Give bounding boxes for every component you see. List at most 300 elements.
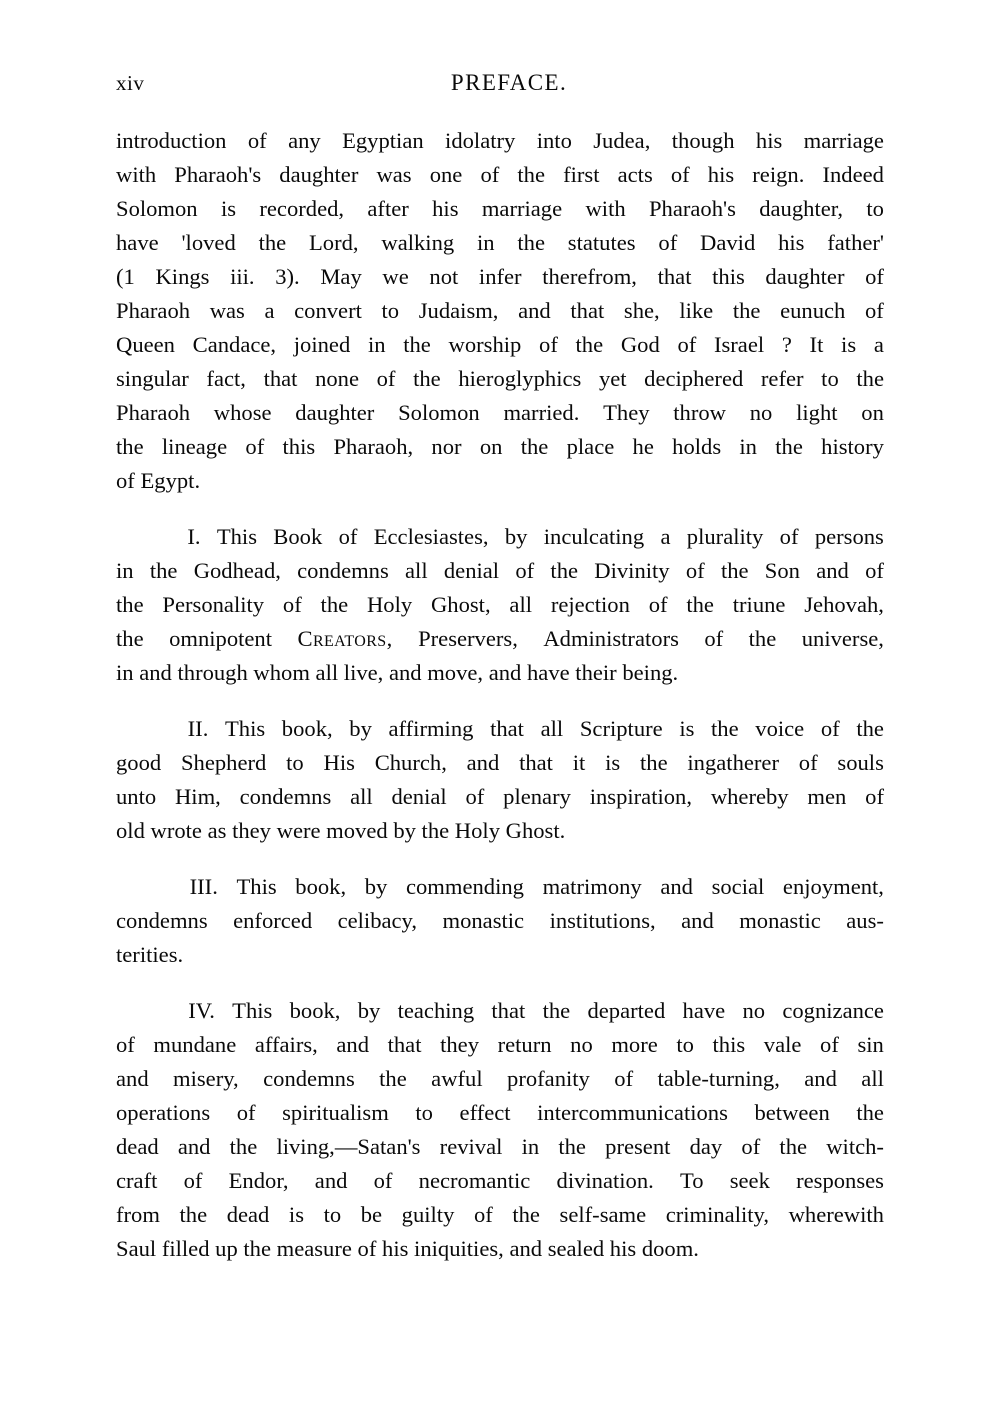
text-line xyxy=(116,362,884,396)
word: May xyxy=(320,264,362,289)
word: from xyxy=(116,1202,160,1227)
word: all xyxy=(540,716,564,741)
paragraph xyxy=(116,520,884,690)
word: divination. xyxy=(556,1168,654,1193)
word: of xyxy=(820,1032,839,1057)
small-caps-word: Creators, xyxy=(297,626,393,651)
word: condemns xyxy=(239,784,332,809)
word: David xyxy=(700,230,756,255)
word: after xyxy=(367,196,409,221)
word: the xyxy=(856,716,884,741)
word: this xyxy=(282,434,316,459)
word: table-turning, xyxy=(657,1066,780,1091)
word: first xyxy=(563,162,600,187)
word: light xyxy=(796,400,838,425)
word: marriage xyxy=(803,128,884,153)
word: wherewith xyxy=(788,1202,884,1227)
word: that xyxy=(387,1032,422,1057)
word: I. xyxy=(187,524,201,549)
word: to xyxy=(676,1032,694,1057)
word: introduction xyxy=(116,128,227,153)
text-line xyxy=(116,588,884,622)
word: the xyxy=(258,230,287,255)
word: of xyxy=(820,716,840,741)
word: Personality xyxy=(162,592,265,617)
word: we xyxy=(382,264,409,289)
word: God xyxy=(620,332,660,357)
word: departed xyxy=(587,998,666,1023)
word: in xyxy=(367,332,386,357)
word: Solomon xyxy=(116,196,198,221)
word: they xyxy=(440,1032,479,1057)
word: of xyxy=(515,558,535,583)
word: his xyxy=(755,128,783,153)
word: of xyxy=(245,434,265,459)
word: and xyxy=(804,1066,837,1091)
word: Kings xyxy=(155,264,210,289)
word: reign. xyxy=(752,162,805,187)
word: was xyxy=(376,162,412,187)
word: souls xyxy=(837,750,884,775)
word: Pharaoh xyxy=(116,400,191,425)
word: and xyxy=(336,1032,370,1057)
word: misery, xyxy=(173,1066,239,1091)
word: the xyxy=(779,1134,808,1159)
word: no xyxy=(749,400,773,425)
word: the xyxy=(116,434,144,459)
word: the xyxy=(686,592,714,617)
word: his xyxy=(432,196,459,221)
word: dead xyxy=(116,1134,159,1159)
word: matrimony xyxy=(542,874,642,899)
word: all xyxy=(861,1066,884,1091)
word: mundane xyxy=(153,1032,237,1057)
word: II. xyxy=(187,716,209,741)
word: They xyxy=(603,400,650,425)
word: and xyxy=(177,1134,211,1159)
word: of xyxy=(376,366,396,391)
word: guilty xyxy=(401,1202,455,1227)
page-folio-number: xiv xyxy=(116,71,145,95)
word: this xyxy=(712,264,745,289)
word: of xyxy=(373,1168,393,1193)
word: plenary xyxy=(503,784,571,809)
text-line xyxy=(116,746,884,780)
word: all xyxy=(350,784,373,809)
word: and xyxy=(816,558,849,583)
text-line: of Egypt. xyxy=(116,468,201,493)
word: of xyxy=(282,592,302,617)
word: Pharaoh, xyxy=(333,434,414,459)
word: of xyxy=(480,162,500,187)
text-line: in and through whom all live, and move, and have their being. xyxy=(116,660,679,685)
text-line xyxy=(116,192,884,226)
text-line xyxy=(116,554,884,588)
word: aus- xyxy=(846,908,884,933)
word: and xyxy=(314,1168,348,1193)
word: deciphered xyxy=(644,366,744,391)
word: of xyxy=(473,1202,493,1227)
word: and xyxy=(681,908,714,933)
word: This xyxy=(236,874,277,899)
word: on xyxy=(479,434,503,459)
word: the xyxy=(379,1066,407,1091)
word: holds xyxy=(672,434,722,459)
word: condemns xyxy=(116,908,208,933)
word: the xyxy=(149,558,178,583)
text-line xyxy=(116,780,884,814)
word: living,—Satan's xyxy=(276,1134,421,1159)
word: return xyxy=(497,1032,552,1057)
word: more xyxy=(611,1032,658,1057)
word: that xyxy=(570,298,605,323)
word: father' xyxy=(827,230,884,255)
word: have xyxy=(682,998,726,1023)
word: Shepherd xyxy=(180,750,267,775)
word: she, xyxy=(623,298,660,323)
word: the xyxy=(640,750,668,775)
word: dead xyxy=(226,1202,270,1227)
word: acts xyxy=(617,162,653,187)
paragraph-indent xyxy=(116,520,171,554)
word: unto xyxy=(116,784,157,809)
word: that xyxy=(491,998,526,1023)
text-line xyxy=(116,1164,884,1198)
word: worship xyxy=(448,332,522,357)
word: Queen xyxy=(116,332,175,357)
text-line xyxy=(116,1096,884,1130)
word: Pharaoh's xyxy=(174,162,262,187)
word: to xyxy=(323,1202,342,1227)
word: of xyxy=(677,332,697,357)
word: of xyxy=(338,524,358,549)
word: commending xyxy=(405,874,524,899)
text-line xyxy=(116,520,884,554)
word: Ghost, xyxy=(430,592,491,617)
word: a xyxy=(264,298,275,323)
word: Divinity xyxy=(594,558,670,583)
running-head xyxy=(116,68,884,98)
word: throw xyxy=(673,400,726,425)
word: to xyxy=(866,196,884,221)
paragraph-indent xyxy=(116,870,171,904)
word: the xyxy=(575,332,604,357)
text-line xyxy=(116,226,884,260)
text-line: old wrote as they were moved by the Holy Ghost. xyxy=(116,818,566,843)
word: married. xyxy=(503,400,580,425)
word: the xyxy=(542,998,571,1023)
word: on xyxy=(861,400,884,425)
word: joined xyxy=(293,332,351,357)
word: by xyxy=(357,998,381,1023)
word: Son xyxy=(764,558,800,583)
word: of xyxy=(704,626,724,651)
word: It xyxy=(809,332,824,357)
word: the xyxy=(775,434,803,459)
word: good xyxy=(116,750,162,775)
word: Egyptian xyxy=(342,128,424,153)
word: of xyxy=(798,750,818,775)
word: witch- xyxy=(826,1134,884,1159)
word: any xyxy=(288,128,321,153)
word: in xyxy=(476,230,495,255)
word: condemns xyxy=(297,558,389,583)
word: no xyxy=(742,998,766,1023)
word: monastic xyxy=(739,908,821,933)
text-line xyxy=(116,294,884,328)
word: His xyxy=(323,750,355,775)
word: by xyxy=(349,716,372,741)
word: responses xyxy=(796,1168,884,1193)
text-line xyxy=(116,622,884,656)
word: the xyxy=(116,592,144,617)
text-line xyxy=(116,158,884,192)
word: the xyxy=(732,298,761,323)
word: awful xyxy=(431,1066,483,1091)
paragraph-indent xyxy=(116,712,171,746)
word: intercommunications xyxy=(537,1100,728,1125)
word: This xyxy=(232,998,273,1023)
word: the xyxy=(512,1202,540,1227)
text-line: Saul filled up the measure of his iniquities, and sealed his doom. xyxy=(116,1236,699,1261)
paragraph xyxy=(116,994,884,1266)
word: Israel xyxy=(713,332,765,357)
word: walking xyxy=(381,230,455,255)
word: is xyxy=(605,750,621,775)
word: Jehovah, xyxy=(804,592,884,617)
word: statutes xyxy=(567,230,636,255)
word: Indeed xyxy=(822,162,884,187)
word: omnipotent xyxy=(169,626,272,651)
word: universe, xyxy=(801,626,884,651)
word: book, xyxy=(289,998,341,1023)
word: This xyxy=(224,716,266,741)
word: vale xyxy=(763,1032,802,1057)
word: idolatry xyxy=(445,128,516,153)
word: of xyxy=(658,230,678,255)
word: and xyxy=(116,1066,149,1091)
word: of xyxy=(865,264,884,289)
word: Judea, xyxy=(593,128,651,153)
word: the xyxy=(856,1100,884,1125)
word: the xyxy=(403,332,431,357)
word: of xyxy=(741,1134,761,1159)
word: daughter xyxy=(279,162,359,187)
word: Book xyxy=(273,524,323,549)
word: is xyxy=(288,1202,304,1227)
word: institutions, xyxy=(549,908,656,933)
word: is xyxy=(679,716,695,741)
text-line xyxy=(116,870,884,904)
word: daughter xyxy=(765,264,845,289)
word: condemns xyxy=(263,1066,355,1091)
word: Godhead, xyxy=(193,558,281,583)
word: Church, xyxy=(374,750,447,775)
word: (1 xyxy=(116,264,135,289)
word: to xyxy=(381,298,400,323)
word: Administrators xyxy=(543,626,679,651)
word: all xyxy=(405,558,428,583)
word: convert xyxy=(294,298,362,323)
word: of xyxy=(865,784,884,809)
word: whereby xyxy=(710,784,789,809)
word: To xyxy=(680,1168,704,1193)
word: into xyxy=(536,128,572,153)
text-line xyxy=(116,994,884,1028)
word: it xyxy=(572,750,586,775)
word: of xyxy=(865,558,884,583)
word: with xyxy=(585,196,626,221)
paragraph-indent xyxy=(116,994,171,1028)
word: cognizance xyxy=(782,998,884,1023)
word: though xyxy=(671,128,735,153)
word: affairs, xyxy=(254,1032,318,1057)
word: Candace, xyxy=(192,332,277,357)
word: enforced xyxy=(233,908,313,933)
word: Him, xyxy=(174,784,221,809)
word: the xyxy=(748,626,777,651)
word: Judaism, xyxy=(418,298,499,323)
word: the xyxy=(720,558,749,583)
word: IV. xyxy=(188,998,215,1023)
word: sin xyxy=(857,1032,884,1057)
text-line xyxy=(116,1062,884,1096)
word: 3). xyxy=(275,264,300,289)
word: a xyxy=(873,332,884,357)
word: is xyxy=(841,332,857,357)
word: by xyxy=(364,874,388,899)
paragraph xyxy=(116,712,884,848)
word: of xyxy=(183,1168,203,1193)
word: and xyxy=(466,750,500,775)
word: book, xyxy=(295,874,347,899)
word: of xyxy=(614,1066,634,1091)
text-line xyxy=(116,712,884,746)
word xyxy=(297,622,392,656)
word: This xyxy=(216,524,257,549)
word: the xyxy=(550,558,579,583)
word: ingatherer xyxy=(687,750,779,775)
word: refer xyxy=(760,366,804,391)
word: to xyxy=(415,1100,433,1125)
word: 'loved xyxy=(181,230,236,255)
word: men xyxy=(807,784,847,809)
running-head-title: PREFACE. xyxy=(450,70,568,95)
word: fact, xyxy=(206,366,246,391)
word: the xyxy=(517,230,545,255)
word: in xyxy=(739,434,757,459)
word: Pharaoh's xyxy=(648,196,736,221)
word: one xyxy=(429,162,463,187)
word: the xyxy=(520,434,549,459)
word: the xyxy=(711,716,739,741)
word: of xyxy=(648,592,668,617)
word: singular xyxy=(116,366,189,391)
word: the xyxy=(179,1202,208,1227)
word: III. xyxy=(189,874,218,899)
word: Holy xyxy=(366,592,413,617)
text-line: terities. xyxy=(116,942,184,967)
word: plurality xyxy=(686,524,764,549)
word: the xyxy=(517,162,545,187)
word: between xyxy=(754,1100,830,1125)
word: rejection xyxy=(550,592,630,617)
word: self-same xyxy=(559,1202,647,1227)
word: of xyxy=(670,162,690,187)
word: day xyxy=(689,1134,723,1159)
word: to xyxy=(821,366,839,391)
paragraph xyxy=(116,870,884,972)
word: celibacy, xyxy=(337,908,418,933)
word: effect xyxy=(459,1100,511,1125)
word: no xyxy=(570,1032,593,1057)
word: of xyxy=(685,558,705,583)
text-line xyxy=(116,1198,884,1232)
word: affirming xyxy=(388,716,474,741)
word: hieroglyphics xyxy=(458,366,582,391)
text-line xyxy=(116,1130,884,1164)
word: marriage xyxy=(481,196,563,221)
word: triune xyxy=(732,592,786,617)
word: present xyxy=(605,1134,671,1159)
word: that xyxy=(657,264,692,289)
word: this xyxy=(712,1032,746,1057)
word: criminality, xyxy=(665,1202,770,1227)
word: denial xyxy=(443,558,500,583)
word: revival xyxy=(439,1134,503,1159)
word: the xyxy=(320,592,349,617)
word: profanity xyxy=(507,1066,590,1091)
word: Ecclesiastes, xyxy=(373,524,489,549)
word: with xyxy=(116,162,157,187)
word: nor xyxy=(431,434,462,459)
word: teaching xyxy=(397,998,475,1023)
word: necromantic xyxy=(418,1168,531,1193)
word: be xyxy=(360,1202,383,1227)
word: of xyxy=(539,332,558,357)
word: Solomon xyxy=(398,400,480,425)
word: of xyxy=(116,1032,135,1057)
word: Preservers, xyxy=(418,626,518,651)
text-line xyxy=(116,328,884,362)
word: not xyxy=(429,264,459,289)
word: the xyxy=(229,1134,258,1159)
text-line xyxy=(116,1028,884,1062)
word: Lord, xyxy=(308,230,359,255)
word: that xyxy=(519,750,553,775)
word: monastic xyxy=(442,908,525,933)
word: spiritualism xyxy=(282,1100,389,1125)
word: is xyxy=(220,196,237,221)
text-line xyxy=(116,904,884,938)
word: enjoyment, xyxy=(782,874,884,899)
body-text-block xyxy=(116,124,884,1266)
word: inspiration, xyxy=(589,784,692,809)
word: iii. xyxy=(230,264,255,289)
word: Scripture xyxy=(579,716,663,741)
word: all xyxy=(509,592,533,617)
word: the xyxy=(558,1134,586,1159)
word: by xyxy=(504,524,528,549)
paragraph xyxy=(116,124,884,498)
word: Endor, xyxy=(228,1168,289,1193)
word: his xyxy=(707,162,735,187)
word: ? xyxy=(781,332,792,357)
word: have xyxy=(116,230,159,255)
text-line xyxy=(116,124,884,158)
word: seek xyxy=(729,1168,770,1193)
word: inculcating xyxy=(543,524,645,549)
